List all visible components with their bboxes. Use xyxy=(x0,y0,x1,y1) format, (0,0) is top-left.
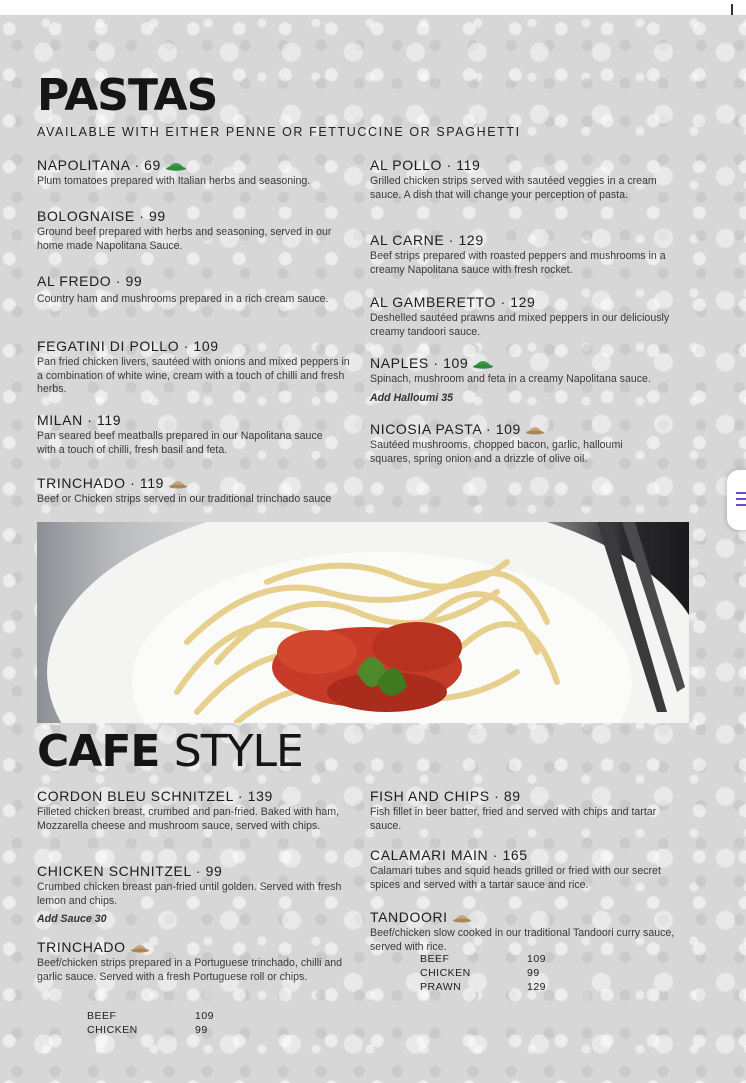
item-name: MILAN · 119 xyxy=(37,412,122,428)
item-name: TANDOORI xyxy=(370,909,448,925)
menu-item-al-fredo xyxy=(37,273,337,307)
item-description: Filleted chicken breast, crumbed and pan-fried. Baked with ham, Mozzarella cheese and mushroom sauce, served with chips. xyxy=(37,806,340,832)
menu-item-nicosia-pasta xyxy=(370,421,660,466)
price-label: BEEF xyxy=(87,1010,117,1022)
item-description: Crumbed chicken breast pan-fried until golden. Served with fresh lemon and chips. xyxy=(37,881,342,907)
menu-item-chicken-schnitzel xyxy=(37,863,357,925)
item-name: CALAMARI MAIN · 165 xyxy=(370,847,528,863)
price-value: 99 xyxy=(527,967,540,979)
item-addon: Add Halloumi 35 xyxy=(370,391,453,404)
price-value: 109 xyxy=(195,1010,215,1022)
menu-item-naples xyxy=(370,355,700,404)
price-label: BEEF xyxy=(420,953,450,965)
price-row xyxy=(420,966,570,980)
chef-hat-icon xyxy=(130,939,150,957)
menu-item-al-carne xyxy=(370,232,690,277)
item-name: FISH AND CHIPS · 89 xyxy=(370,788,521,804)
pastas-heading: PASTAS xyxy=(37,70,218,121)
tandoori-price-table xyxy=(420,952,570,994)
item-description: Beef/chicken slow cooked in our traditional Tandoori curry sauce, served with rice. xyxy=(370,927,675,953)
menu-item-fegatini-di-pollo xyxy=(37,338,357,397)
veg-hat-icon xyxy=(165,157,187,175)
menu-item-napolitana xyxy=(37,157,357,189)
item-name: BOLOGNAISE · 99 xyxy=(37,208,166,224)
menu-item-milan xyxy=(37,412,337,457)
menu-item-fish-and-chips xyxy=(370,788,670,833)
price-label: CHICKEN xyxy=(87,1024,138,1036)
item-name: TRINCHADO xyxy=(37,939,126,955)
item-description: Spinach, mushroom and feta in a creamy Napolitana sauce. xyxy=(370,373,651,385)
menu-line-icon xyxy=(736,498,746,500)
price-value: 109 xyxy=(527,953,547,965)
price-row xyxy=(87,1023,237,1037)
item-name: NAPLES · 109 xyxy=(370,355,469,371)
item-description: Plum tomatoes prepared with Italian herbs and seasoning. xyxy=(37,175,311,187)
item-description: Ground beef prepared with herbs and seasoning, served in our home made Napolitana Sauce. xyxy=(37,226,332,252)
pasta-dish-photo xyxy=(37,522,689,723)
item-name: CHICKEN SCHNITZEL · 99 xyxy=(37,863,223,879)
item-name: AL CARNE · 129 xyxy=(370,232,484,248)
menu-item-trinchado-cafe xyxy=(37,939,357,984)
menu-item-al-pollo xyxy=(370,157,670,202)
price-row xyxy=(87,1009,237,1023)
item-description: Beef/chicken strips prepared in a Portuguese trinchado, chilli and garlic sauce. Served with a fresh Portuguese roll or chips. xyxy=(37,957,343,983)
price-row xyxy=(420,952,570,966)
menu-item-bolognaise xyxy=(37,208,353,253)
item-description: Pan seared beef meatballs prepared in our Napolitana sauce with a touch of chilli, fresh basil and feta. xyxy=(37,430,323,456)
price-label: CHICKEN xyxy=(420,967,471,979)
item-addon: Add Sauce 30 xyxy=(37,913,107,925)
item-name: NAPOLITANA · 69 xyxy=(37,157,161,173)
menu-item-cordon-bleu-schnitzel xyxy=(37,788,357,833)
menu-item-trinchado-pasta xyxy=(37,475,347,507)
menu-item-al-gamberetto xyxy=(370,294,670,339)
price-value: 129 xyxy=(527,981,547,993)
item-description: Beef strips prepared with roasted peppers and mushrooms in a creamy Napolitana sauce with fresh rocket. xyxy=(370,250,666,276)
veg-hat-icon xyxy=(472,355,494,373)
menu-line-icon xyxy=(736,492,746,494)
item-name: AL GAMBERETTO · 129 xyxy=(370,294,536,310)
menu-line-icon xyxy=(736,504,746,506)
item-description: Country ham and mushrooms prepared in a rich cream sauce. xyxy=(37,293,329,305)
item-description: Fish fillet in beer batter, fried and served with chips and tartar sauce. xyxy=(370,806,657,832)
item-name: NICOSIA PASTA · 109 xyxy=(370,421,521,437)
side-menu-tab[interactable] xyxy=(727,470,746,530)
price-label: PRAWN xyxy=(420,981,462,993)
menu-item-calamari-main xyxy=(370,847,680,892)
item-description: Grilled chicken strips served with sautéed veggies in a cream sauce. A dish that will change your perception of pasta. xyxy=(370,175,657,201)
top-strip xyxy=(0,0,746,15)
chef-hat-icon xyxy=(452,909,472,927)
item-name: AL POLLO · 119 xyxy=(370,157,481,173)
cafe-style-heading xyxy=(37,726,303,778)
cafe-heading-bold: CAFE xyxy=(37,726,160,777)
chef-hat-icon xyxy=(525,421,545,439)
item-name: TRINCHADO · 119 xyxy=(37,475,164,491)
menu-item-tandoori xyxy=(370,909,690,954)
price-value: 99 xyxy=(195,1024,208,1036)
item-description: Sautéed mushrooms, chopped bacon, garlic, halloumi squares, spring onion and a drizzle of olive oil. xyxy=(370,439,623,465)
cafe-heading-light: STYLE xyxy=(173,726,303,777)
item-description: Beef or Chicken strips served in our traditional trinchado sauce xyxy=(37,493,332,505)
price-row xyxy=(420,980,570,994)
pastas-subtitle: AVAILABLE WITH EITHER PENNE OR FETTUCCINE OR SPAGHETTI xyxy=(37,125,521,139)
trinchado-price-table xyxy=(87,1009,237,1037)
item-description: Pan fried chicken livers, sautéed with onions and mixed peppers in a combination of white wine, cream with a touch of chilli and fresh herbs. xyxy=(37,356,350,395)
item-name: AL FREDO · 99 xyxy=(37,273,143,289)
item-description: Deshelled sautéed prawns and mixed peppers in our deliciously creamy tandoori sauce. xyxy=(370,312,670,338)
chef-hat-icon xyxy=(168,475,188,493)
item-description: Calamari tubes and squid heads grilled or fried with our secret spices and served with a tartar sauce and rice. xyxy=(370,865,661,891)
item-name: FEGATINI DI POLLO · 109 xyxy=(37,338,219,354)
item-name: CORDON BLEU SCHNITZEL · 139 xyxy=(37,788,273,804)
